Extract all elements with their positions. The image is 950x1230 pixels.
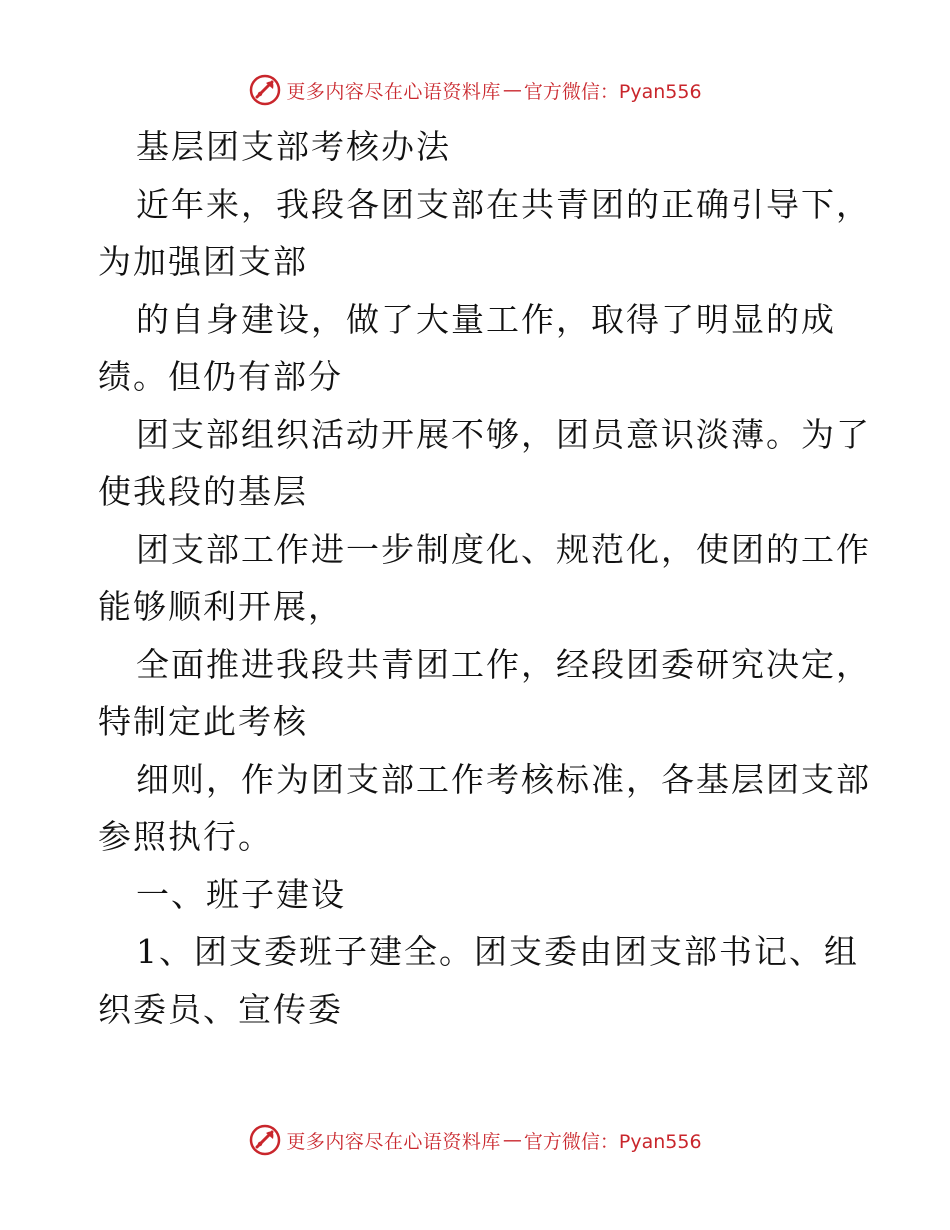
text-line: 全面推进我段共青团工作，经段团委研究决定， [136, 644, 871, 684]
footer-banner [0, 1120, 950, 1160]
text-line: 团支部工作进一步制度化、规范化，使团的工作 [136, 529, 871, 569]
text-line: 1、团支委班子建全。团支委由团支部书记、组 [136, 932, 859, 971]
text-line: 细则，作为团支部工作考核标准，各基层团支部 [136, 759, 871, 799]
banner-text: 更多内容尽在心语资料库 [286, 1130, 501, 1153]
banner-separator: — [502, 79, 522, 101]
banner-separator: — [502, 1129, 522, 1151]
header-banner [0, 70, 950, 110]
text-line: 团支部组织活动开展不够，团员意识淡薄。为了 [136, 414, 871, 454]
document-body [98, 118, 871, 1038]
quill-logo-icon [248, 73, 282, 107]
text-line: 使我段的基层 [98, 472, 308, 511]
text-line: 近年来，我段各团支部在共青团的正确引导下， [136, 184, 871, 224]
text-line: 参照执行。 [98, 817, 273, 856]
text-line: 能够顺利开展， [98, 587, 343, 626]
text-line: 特制定此考核 [98, 702, 308, 741]
banner-wechat: 官方微信：Pyan556 [523, 1130, 702, 1153]
banner-text: 更多内容尽在心语资料库 [286, 80, 501, 103]
banner-wechat: 官方微信：Pyan556 [523, 80, 702, 103]
text-line: 织委员、宣传委 [98, 989, 343, 1029]
text-line: 为加强团支部 [98, 242, 308, 281]
text-line: 基层团支部考核办法 [136, 127, 451, 166]
text-line: 绩。但仍有部分 [98, 357, 343, 396]
text-line: 的自身建设，做了大量工作，取得了明显的成 [136, 299, 836, 339]
text-line: 一、班子建设 [136, 874, 346, 914]
quill-logo-icon [248, 1123, 282, 1157]
